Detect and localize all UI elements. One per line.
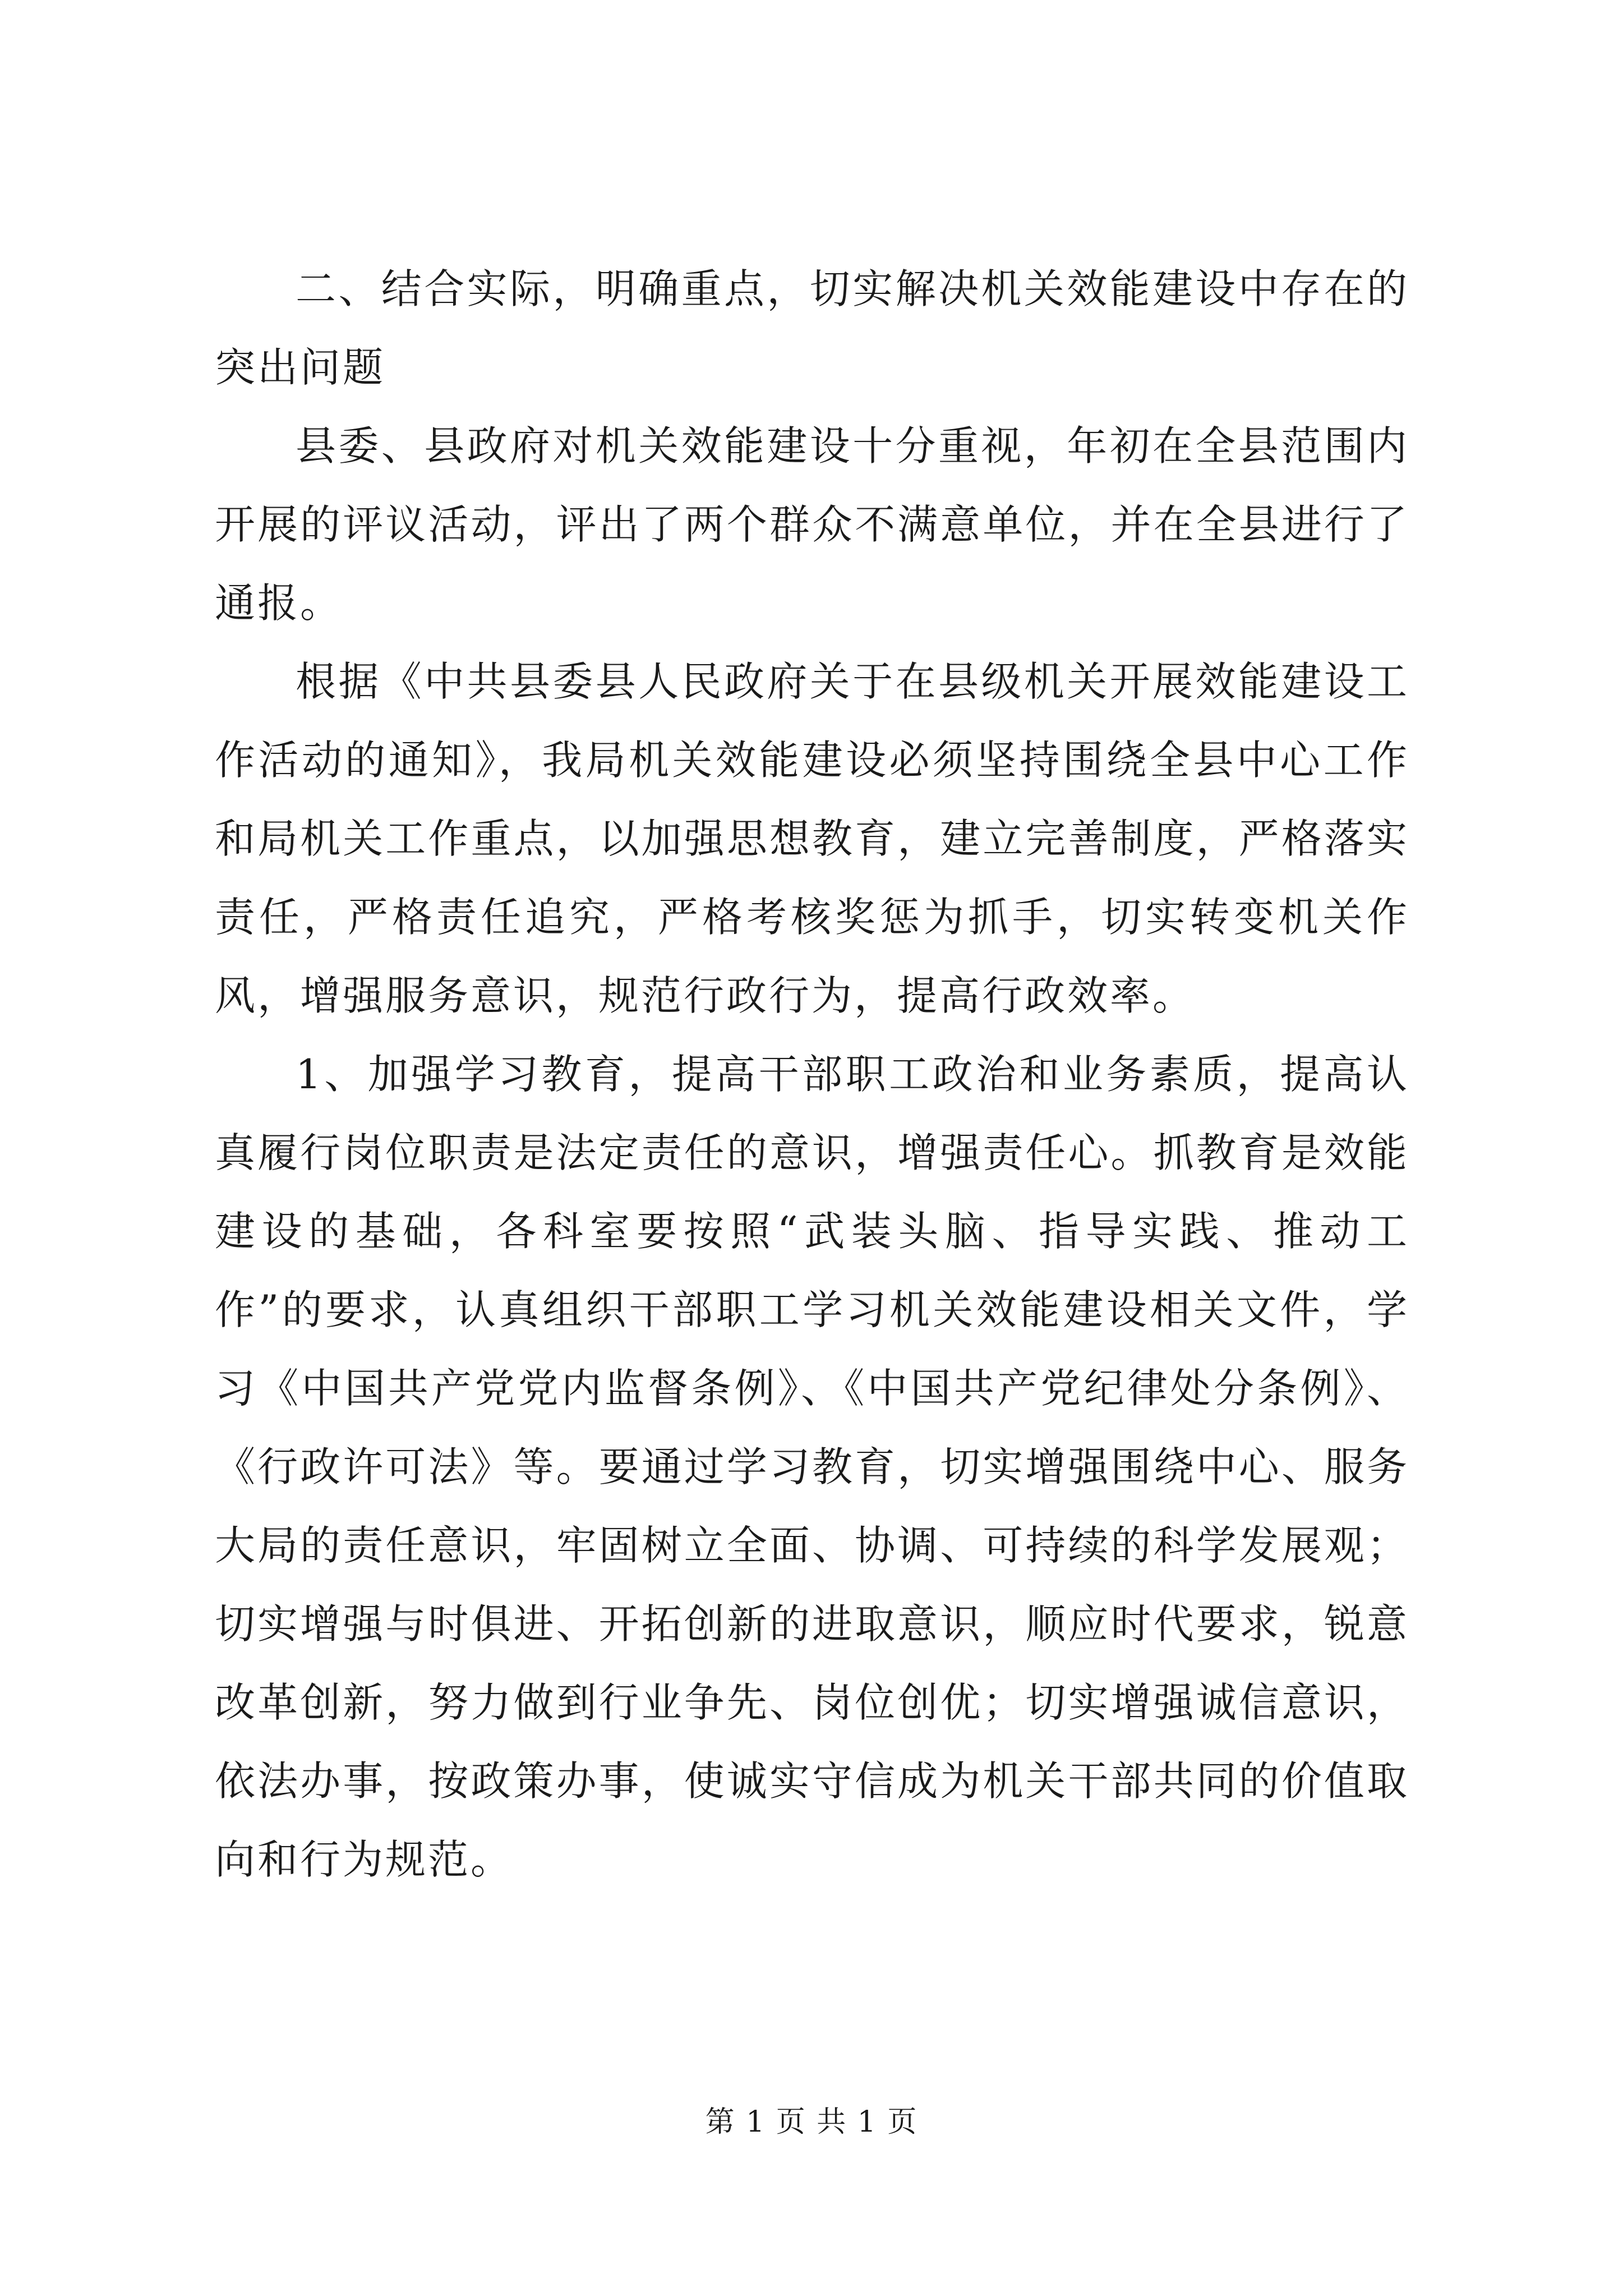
paragraph: 县委、县政府对机关效能建设十分重视，年初在全县范围内开展的评议活动，评出了两个群众不满意单位，并在全县进行了通报。 (215, 422, 1409, 627)
page-footer: 第 1 页 共 1 页 (705, 2105, 918, 2139)
document-body (215, 250, 1409, 1899)
paragraph: 1、加强学习教育，提高干部职工政治和业务素质，提高认真履行岗位职责是法定责任的意识，增强责任心。抓教育是效能建设的基础，各科室要按照“武装头脑、指导实践、推动工作”的要求，认真组织干部职工学习机关效能建设相关文件，学习《中国共产党党内监督条例》、《中国共产党纪律处分条例》、《行政许可法》等。要通过学习教育，切实增强围绕中心、服务大局的责任意识，牢固树立全面、协调、可持续的科学发展观；切实增强与时俱进、开拓创新的进取意识，顺应时代要求，锐意改革创新，努力做到行业争先、岗位创优；切实增强诚信意识，依法办事，按政策办事，使诚实守信成为机关干部共同的价值取向和行为规范。 (215, 1051, 1409, 1883)
section-heading: 二、结合实际，明确重点，切实解决机关效能建设中存在的突出问题 (215, 265, 1409, 391)
paragraph: 根据《中共县委县人民政府关于在县级机关开展效能建设工作活动的通知》，我局机关效能建设必须坚持围绕全县中心工作和局机关工作重点，以加强思想教育，建立完善制度，严格落实责任，严格责任追究，严格考核奖惩为抓手，切实转变机关作风，增强服务意识，规范行政行为，提高行政效率。 (215, 658, 1409, 1019)
